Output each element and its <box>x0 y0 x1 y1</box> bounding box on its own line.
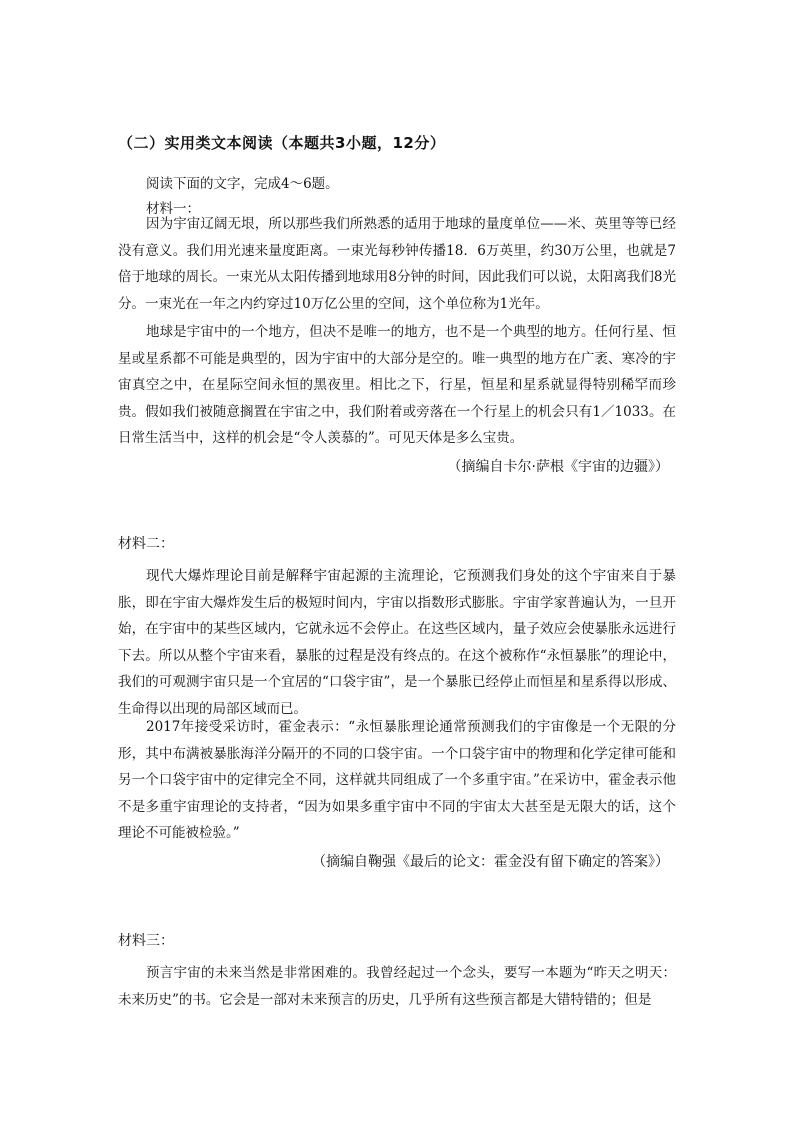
instruction-text: 阅读下面的文字，完成4～6题。 <box>146 176 339 192</box>
section-heading: （二）实用类文本阅读（本题共3小题，12分） <box>118 134 446 152</box>
material2-citation: （摘编自鞠强《最后的论文：霍金没有留下确定的答案》） <box>312 854 669 870</box>
material1-paragraph-2: 地球是宇宙中的一个地方，但决不是唯一的地方，也不是一个典型的地方。任何行星、恒星或星系都不可能是典型的，因为宇宙中的大部分是空的。唯一典型的地方在广袤、寒冷的宇宙真空之中，在星际空间永恒的黑夜里。相比之下，行星，恒星和星系就显得特别稀罕而珍贵。假如我们被随意搁置在宇宙之中，我们附着或旁落在一个行星上的机会只有1／1033。在日常生活当中，这样的机会是“令人羡慕的”。可见天体是多么宝贵。 <box>118 324 676 446</box>
material1-citation: （摘编自卡尔·萨根《宇宙的边疆》） <box>447 459 669 475</box>
material2-label: 材料二： <box>118 536 174 552</box>
material1-label: 材料一： <box>146 201 200 217</box>
material2-paragraph-1: 现代大爆炸理论目前是解释宇宙起源的主流理论，它预测我们身处的这个宇宙来自于暴胀，即在宇宙大爆炸发生后的极短时间内，宇宙以指数形式膨胀。宇宙学家普遍认为，一旦开始，在宇宙中的某些区域内，它就永远不会停止。在这些区域内，量子效应会使暴胀永远进行下去。所以从整个宇宙来看，暴胀的过程是没有终点的。在这个被称作“永恒暴胀”的理论中，我们的可观测宇宙只是一个宜居的“口袋宇宙”，是一个暴胀已经停止而恒星和星系得以形成、生命得以出现的局部区域而已。 <box>118 568 676 717</box>
material3-label: 材料三： <box>118 933 174 949</box>
material1-paragraph-1: 因为宇宙辽阔无垠，所以那些我们所熟悉的适用于地球的量度单位——米、英里等等已经没有意义。我们用光速来量度距离。一束光每秒钟传播18．6万英里，约30万公里，也就是7倍于地球的周长。一束光从太阳传播到地球用8分钟的时间，因此我们可以说，太阳离我们8光分。一束光在一年之内约穿过10万亿公里的空间，这个单位称为1光年。 <box>118 216 676 312</box>
material2-paragraph-2: 2017年接受采访时，霍金表示：“永恒暴胀理论通常预测我们的宇宙像是一个无限的分形，其中布满被暴胀海洋分隔开的不同的口袋宇宙。一个口袋宇宙中的物理和化学定律可能和另一个口袋宇宙中的定律完全不同，这样就共同组成了一个多重宇宙。”在采访中，霍金表示他不是多重宇宙理论的支持者，“因为如果多重宇宙中不同的宇宙太大甚至是无限大的话，这个理论不可能被检验。” <box>118 719 676 841</box>
material3-paragraph-1: 预言宇宙的未来当然是非常困难的。我曾经起过一个念头，要写一本题为“昨天之明天：未来历史”的书。它会是一部对未来预言的历史，几乎所有这些预言都是大错特错的；但是 <box>118 965 676 1008</box>
